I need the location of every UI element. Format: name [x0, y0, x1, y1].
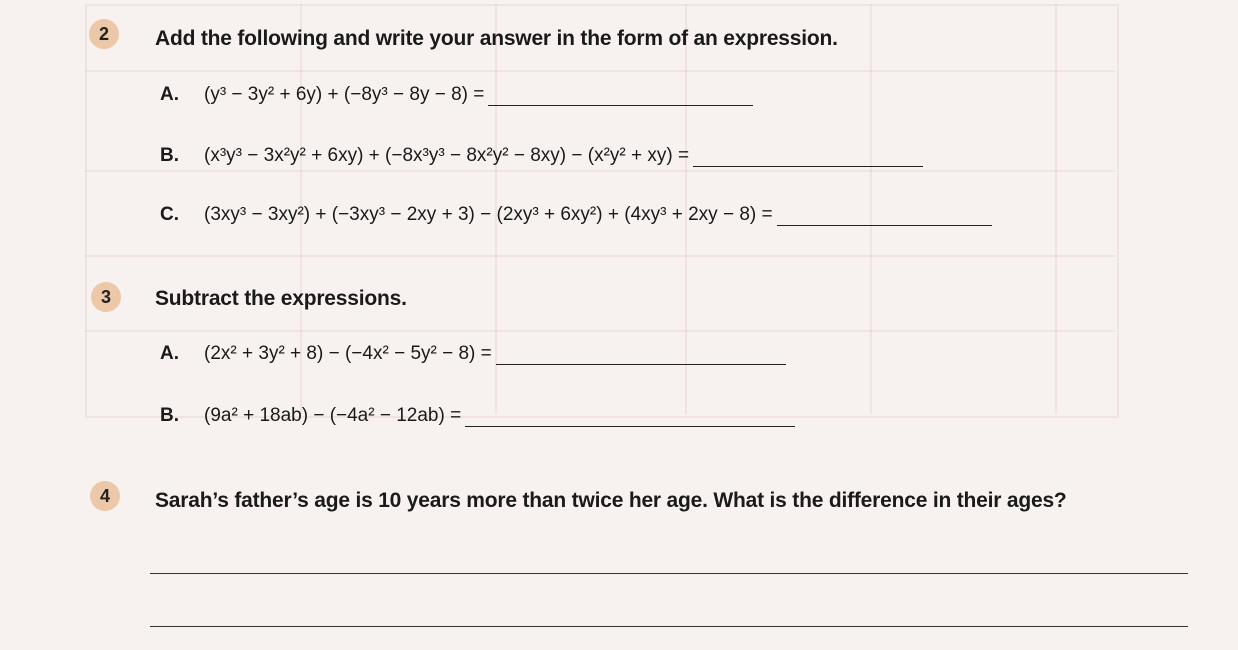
q3-item-b [160, 405, 795, 427]
item-label: A. [160, 84, 179, 105]
item-label: A. [160, 343, 179, 364]
expression: (2x² + 3y² + 8) − (−4x² − 5y² − 8) = [204, 343, 492, 364]
question-2-number-badge: 2 [89, 19, 119, 49]
q2-item-b [160, 145, 923, 167]
question-3-number-badge: 3 [91, 282, 121, 312]
question-4-number-badge: 4 [90, 481, 120, 511]
q3-item-a [160, 343, 786, 365]
q2-item-c [160, 204, 992, 226]
item-label: C. [160, 204, 179, 225]
expression: (3xy³ − 3xy²) + (−3xy³ − 2xy + 3) − (2xy³ + 6xy²) + (4xy³ + 2xy − 8) = [204, 204, 773, 225]
q2-item-a [160, 84, 753, 106]
answer-line-2[interactable] [150, 626, 1188, 627]
answer-line-1[interactable] [150, 573, 1188, 574]
question-2-title: Add the following and write your answer in the form of an expression. [155, 27, 838, 50]
question-4-title: Sarah’s father’s age is 10 years more than twice her age. What is the difference in their ages? [155, 489, 1067, 512]
answer-blank[interactable] [693, 148, 923, 167]
item-label: B. [160, 405, 179, 426]
answer-blank[interactable] [777, 207, 992, 226]
answer-blank[interactable] [465, 408, 795, 427]
item-label: B. [160, 145, 179, 166]
answer-blank[interactable] [496, 346, 786, 365]
expression: (9a² + 18ab) − (−4a² − 12ab) = [204, 405, 462, 426]
expression: (x³y³ − 3x²y² + 6xy) + (−8x³y³ − 8x²y² − 8xy) − (x²y² + xy) = [204, 145, 690, 166]
expression: (y³ − 3y² + 6y) + (−8y³ − 8y − 8) = [204, 84, 485, 105]
answer-blank[interactable] [488, 87, 753, 106]
question-3-title: Subtract the expressions. [155, 287, 407, 310]
